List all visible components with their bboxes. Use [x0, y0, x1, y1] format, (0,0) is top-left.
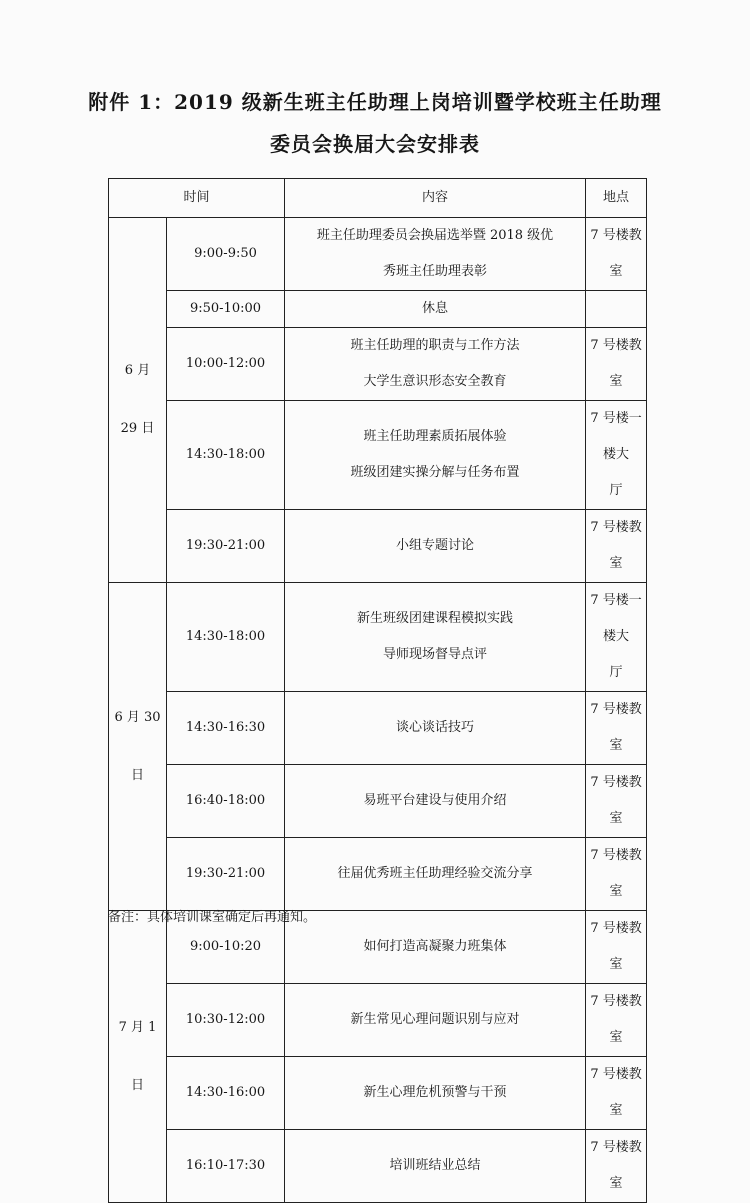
content-cell: [285, 692, 586, 765]
place-line: 7 号楼教室: [590, 338, 642, 389]
time-cell: 16:40-18:00: [167, 765, 285, 838]
place-line: 7 号楼教室: [590, 228, 642, 279]
time-cell: 19:30-21:00: [167, 510, 285, 583]
place-cell: [586, 911, 647, 984]
place-line: 7 号楼一楼大: [590, 411, 642, 462]
place-line: 7 号楼教室: [590, 1067, 642, 1118]
content-cell: [285, 328, 586, 401]
table-row: [109, 583, 647, 692]
place-cell: [586, 218, 647, 291]
date-text: 日: [130, 767, 144, 783]
time-cell: 14:30-16:00: [167, 1057, 285, 1130]
time-cell: 10:30-12:00: [167, 984, 285, 1057]
date-text: 日: [130, 1077, 144, 1093]
table-row: [109, 218, 647, 291]
place-line: 厅: [609, 665, 623, 680]
content-line: 如何打造高凝聚力班集体: [363, 939, 507, 954]
time-cell: 10:00-12:00: [167, 328, 285, 401]
content-line: 易班平台建设与使用介绍: [363, 793, 507, 808]
place-line: 7 号楼一楼大: [590, 593, 642, 644]
content-cell: [285, 291, 586, 328]
place-cell: [586, 328, 647, 401]
place-line: 7 号楼教室: [590, 921, 642, 972]
content-line: 大学生意识形态安全教育: [363, 374, 507, 389]
header-content: 内容: [285, 179, 586, 218]
time-cell: 9:00-10:20: [167, 911, 285, 984]
table-row: [109, 692, 647, 765]
footnote: 备注：具体培训课室确定后再通知。: [108, 910, 317, 925]
place-cell: [586, 401, 647, 510]
table-header-row: [109, 179, 647, 218]
content-line: 培训班结业总结: [389, 1158, 481, 1173]
table-row: [109, 291, 647, 328]
content-line: 班主任助理素质拓展体验: [363, 429, 507, 444]
place-line: 7 号楼教室: [590, 994, 642, 1045]
place-cell: [586, 692, 647, 765]
content-line: 新生常见心理问题识别与应对: [350, 1012, 520, 1027]
content-line: 班主任助理的职责与工作方法: [350, 338, 520, 353]
time-cell: 14:30-18:00: [167, 583, 285, 692]
document-title-line-1: 附件 1：2019 级新生班主任助理上岗培训暨学校班主任助理: [88, 90, 662, 114]
date-cell: [109, 218, 167, 583]
place-cell: [586, 583, 647, 692]
document-title-line-2: 委员会换届大会安排表: [270, 132, 480, 156]
time-cell: 19:30-21:00: [167, 838, 285, 911]
table-row: [109, 1057, 647, 1130]
content-cell: [285, 1130, 586, 1203]
content-line: 休息: [422, 301, 449, 316]
content-cell: [285, 1057, 586, 1130]
table-row: [109, 838, 647, 911]
place-line: 7 号楼教室: [590, 848, 642, 899]
content-line: 新生心理危机预警与干预: [363, 1085, 507, 1100]
content-line: 谈心谈话技巧: [396, 720, 475, 735]
content-cell: [285, 401, 586, 510]
place-line: 7 号楼教室: [590, 702, 642, 753]
content-cell: [285, 583, 586, 692]
content-line: 新生班级团建课程模拟实践: [357, 611, 514, 626]
place-cell: [586, 765, 647, 838]
content-cell: [285, 218, 586, 291]
place-line: 7 号楼教室: [590, 520, 642, 571]
header-place: 地点: [586, 179, 647, 218]
time-cell: 14:30-16:30: [167, 692, 285, 765]
content-cell: [285, 510, 586, 583]
date-cell: [109, 583, 167, 911]
date-text: 7 月 1: [118, 1019, 157, 1035]
place-cell: [586, 984, 647, 1057]
table-row: [109, 328, 647, 401]
place-cell: [586, 1057, 647, 1130]
date-cell: [109, 911, 167, 1203]
content-line: 往届优秀班主任助理经验交流分享: [337, 866, 533, 881]
content-line: 班主任助理委员会换届选举暨 2018 级优: [316, 228, 554, 243]
content-line: 秀班主任助理表彰: [383, 264, 488, 279]
content-cell: [285, 984, 586, 1057]
place-cell: [586, 838, 647, 911]
place-cell: [586, 291, 647, 328]
header-time: 时间: [109, 179, 285, 218]
table-row: [109, 1130, 647, 1203]
content-line: 班级团建实操分解与任务布置: [350, 465, 520, 480]
place-line: 厅: [609, 483, 623, 498]
content-cell: [285, 911, 586, 984]
time-cell: 14:30-18:00: [167, 401, 285, 510]
time-cell: 9:50-10:00: [167, 291, 285, 328]
place-cell: [586, 1130, 647, 1203]
schedule-table: [108, 178, 647, 1203]
date-text: 6 月: [124, 363, 151, 378]
place-line: 7 号楼教室: [590, 1140, 642, 1191]
time-cell: 9:00-9:50: [167, 218, 285, 291]
schedule-body: [109, 218, 647, 1203]
date-text: 6 月 30: [114, 709, 161, 725]
place-line: 7 号楼教室: [590, 775, 642, 826]
content-line: 小组专题讨论: [396, 538, 475, 553]
time-cell: 16:10-17:30: [167, 1130, 285, 1203]
place-cell: [586, 510, 647, 583]
content-cell: [285, 838, 586, 911]
table-row: [109, 510, 647, 583]
content-cell: [285, 765, 586, 838]
date-text: 29 日: [120, 421, 155, 436]
table-row: [109, 984, 647, 1057]
table-row: [109, 765, 647, 838]
table-row: [109, 401, 647, 510]
content-line: 导师现场督导点评: [383, 647, 488, 662]
